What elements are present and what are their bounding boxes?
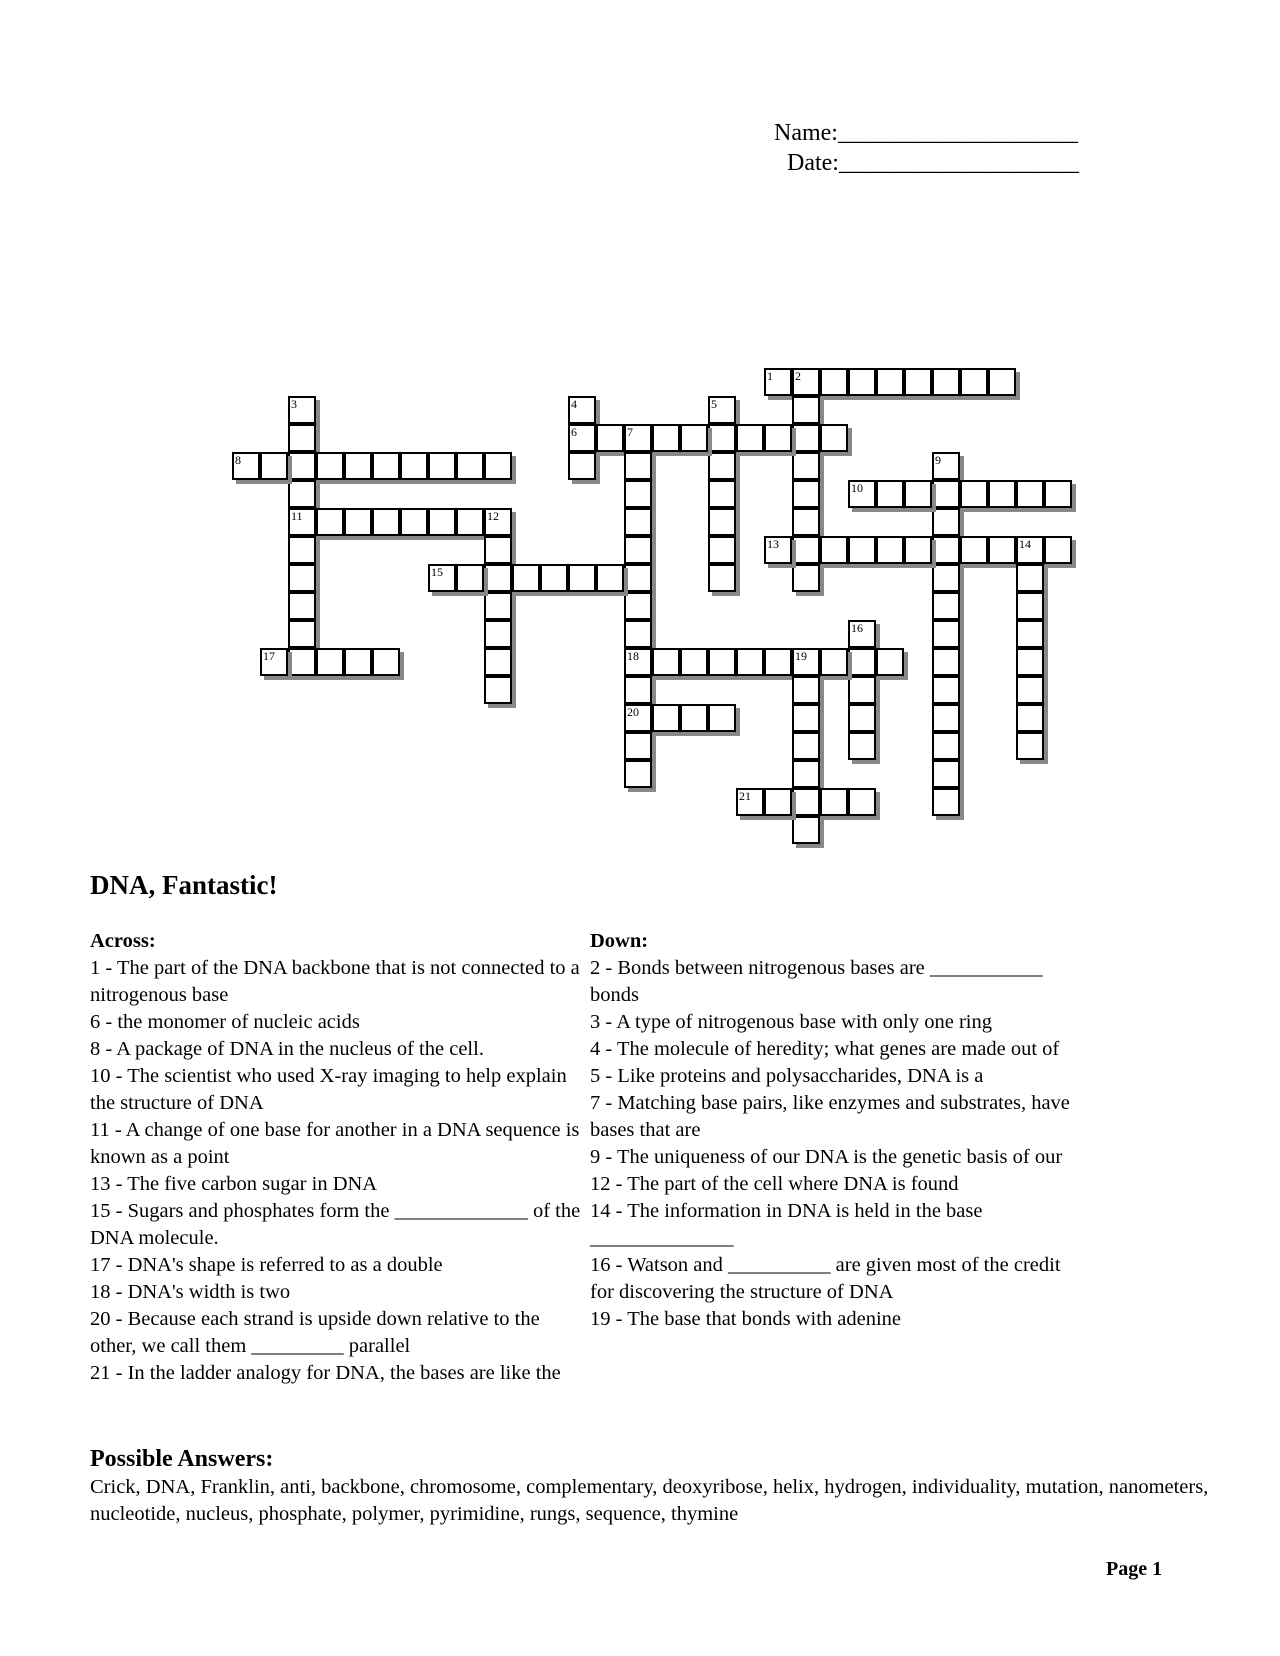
crossword-cell[interactable] [792, 480, 820, 508]
crossword-cell[interactable] [848, 480, 876, 508]
clue-number: 12 [487, 509, 499, 523]
clue-down: 14 - The information in DNA is held in the base ______________ [590, 1200, 983, 1249]
crossword-cell[interactable] [624, 704, 652, 732]
crossword-cell[interactable] [820, 536, 848, 564]
crossword-cell[interactable] [372, 508, 400, 536]
crossword-cell[interactable] [484, 536, 512, 564]
clue-down: 19 - The base that bonds with adenine [590, 1308, 902, 1330]
crossword-cell[interactable] [764, 788, 792, 816]
crossword-cell[interactable] [876, 480, 904, 508]
crossword-cell[interactable] [568, 564, 596, 592]
clue-across: 17 - DNA's shape is referred to as a double [90, 1254, 443, 1276]
crossword-cell[interactable] [624, 648, 652, 676]
clue-number: 5 [711, 397, 717, 411]
clue-across: 15 - Sugars and phosphates form the _____________ of the DNA molecule. [90, 1200, 581, 1249]
crossword-cell[interactable] [400, 452, 428, 480]
crossword-cell[interactable] [288, 592, 316, 620]
crossword-cell[interactable] [484, 620, 512, 648]
crossword-cell[interactable] [988, 536, 1016, 564]
clue-number: 4 [571, 397, 577, 411]
crossword-cell[interactable] [624, 508, 652, 536]
crossword-cell[interactable] [708, 452, 736, 480]
crossword-cell[interactable] [1016, 564, 1044, 592]
clue-down: 3 - A type of nitrogenous base with only one ring [590, 1011, 992, 1033]
crossword-cell[interactable] [540, 564, 568, 592]
crossword-cell[interactable] [568, 424, 596, 452]
crossword-cell[interactable] [960, 536, 988, 564]
crossword-cell[interactable] [960, 480, 988, 508]
crossword-cell[interactable] [568, 396, 596, 424]
crossword-cell[interactable] [288, 536, 316, 564]
crossword-cell[interactable] [680, 704, 708, 732]
crossword-cell[interactable] [792, 648, 820, 676]
crossword-cell[interactable] [932, 648, 960, 676]
crossword-cell[interactable] [1016, 480, 1044, 508]
crossword-cell[interactable] [1016, 704, 1044, 732]
clue-down: 2 - Bonds between nitrogenous bases are ___________ bonds [590, 957, 1043, 1006]
crossword-cell[interactable] [652, 704, 680, 732]
crossword-cell[interactable] [820, 368, 848, 396]
crossword-cell[interactable] [820, 424, 848, 452]
across-clues [90, 928, 582, 1387]
crossword-cell[interactable] [708, 480, 736, 508]
crossword-cell[interactable] [288, 508, 316, 536]
clue-number: 21 [739, 789, 751, 803]
page-number: Page 1 [1106, 1558, 1163, 1580]
name-date-block [774, 118, 1079, 178]
crossword-cell[interactable] [932, 620, 960, 648]
crossword-cell[interactable] [624, 732, 652, 760]
crossword-cell[interactable] [288, 564, 316, 592]
clue-across: 1 - The part of the DNA backbone that is not connected to a nitrogenous base [90, 957, 580, 1006]
crossword-cell[interactable] [932, 564, 960, 592]
crossword-cell[interactable] [624, 564, 652, 592]
crossword-cell[interactable] [792, 788, 820, 816]
crossword-cell[interactable] [792, 760, 820, 788]
crossword-cell[interactable] [820, 788, 848, 816]
clue-across: 18 - DNA's width is two [90, 1281, 291, 1303]
crossword-cell[interactable] [792, 396, 820, 424]
clue-number: 1 [767, 369, 773, 383]
crossword-cell[interactable] [932, 704, 960, 732]
name-field[interactable]: Name:____________________ [774, 120, 1078, 146]
crossword-cell[interactable] [848, 676, 876, 704]
crossword-cell[interactable] [1044, 536, 1072, 564]
crossword-cell[interactable] [932, 788, 960, 816]
crossword-cell[interactable] [484, 676, 512, 704]
crossword-cell[interactable] [1016, 676, 1044, 704]
crossword-cell[interactable] [568, 452, 596, 480]
clue-across: 10 - The scientist who used X-ray imaging to help explain the structure of DNA [90, 1065, 567, 1114]
crossword-cell[interactable] [932, 536, 960, 564]
clue-across: 20 - Because each strand is upside down relative to the other, we call them _________ parallel [90, 1308, 540, 1357]
crossword-cell[interactable] [764, 536, 792, 564]
date-field[interactable]: Date:____________________ [787, 150, 1079, 176]
crossword-cell[interactable] [680, 648, 708, 676]
crossword-cell[interactable] [820, 648, 848, 676]
clue-number: 11 [291, 509, 303, 523]
clue-down: 16 - Watson and __________ are given most of the credit for discovering the structure of DNA [590, 1254, 1061, 1303]
crossword-cell[interactable] [736, 424, 764, 452]
clue-number: 19 [795, 649, 807, 663]
crossword-cell[interactable] [344, 508, 372, 536]
clue-across: 21 - In the ladder analogy for DNA, the bases are like the [90, 1362, 561, 1384]
clue-down: 9 - The uniqueness of our DNA is the genetic basis of our [590, 1146, 1063, 1168]
crossword-cell[interactable] [624, 676, 652, 704]
crossword-cell[interactable] [484, 508, 512, 536]
clue-across: 8 - A package of DNA in the nucleus of the cell. [90, 1038, 484, 1060]
crossword-cell[interactable] [1044, 480, 1072, 508]
crossword-cell[interactable] [456, 564, 484, 592]
crossword-cell[interactable] [1016, 732, 1044, 760]
crossword-cell[interactable] [876, 536, 904, 564]
crossword-cell[interactable] [232, 452, 260, 480]
clue-across: 6 - the monomer of nucleic acids [90, 1011, 360, 1033]
clue-number: 17 [263, 649, 275, 663]
crossword-cell[interactable] [932, 732, 960, 760]
crossword-cell[interactable] [988, 480, 1016, 508]
crossword-cell[interactable] [792, 536, 820, 564]
crossword-cell[interactable] [484, 564, 512, 592]
crossword-cell[interactable] [792, 732, 820, 760]
crossword-cell[interactable] [624, 480, 652, 508]
possible-answers [90, 1444, 1210, 1528]
crossword-cell[interactable] [708, 536, 736, 564]
crossword-cell[interactable] [792, 704, 820, 732]
crossword-cell[interactable] [932, 760, 960, 788]
clue-number: 18 [627, 649, 639, 663]
crossword-cell[interactable] [792, 676, 820, 704]
crossword-cell[interactable] [848, 536, 876, 564]
crossword-cell[interactable] [1016, 592, 1044, 620]
possible-answers-list: Crick, DNA, Franklin, anti, backbone, chromosome, complementary, deoxyribose, helix, hydrogen, individuality, mutation, nanometers, nucleotide, nucleus, phosphate, polymer, pyrimidine, rungs, sequence, thymine [90, 1476, 1209, 1525]
crossword-cell[interactable] [764, 368, 792, 396]
clue-number: 3 [291, 397, 297, 411]
crossword-cell[interactable] [876, 368, 904, 396]
crossword-cell[interactable] [316, 648, 344, 676]
crossword-cell[interactable] [1016, 648, 1044, 676]
crossword-cell[interactable] [624, 536, 652, 564]
crossword-cell[interactable] [792, 816, 820, 844]
crossword-cell[interactable] [708, 396, 736, 424]
clue-number: 14 [1019, 537, 1031, 551]
crossword-cell[interactable] [932, 592, 960, 620]
across-heading: Across: [90, 930, 156, 952]
clue-number: 2 [795, 369, 801, 383]
crossword-cell[interactable] [848, 620, 876, 648]
crossword-cell[interactable] [848, 788, 876, 816]
crossword-cell[interactable] [708, 648, 736, 676]
crossword-cell[interactable] [624, 452, 652, 480]
crossword-cell[interactable] [316, 452, 344, 480]
crossword-cell[interactable] [932, 452, 960, 480]
crossword-cell[interactable] [680, 424, 708, 452]
clue-down: 12 - The part of the cell where DNA is found [590, 1173, 959, 1195]
crossword-cell[interactable] [652, 424, 680, 452]
crossword-cell[interactable] [708, 704, 736, 732]
crossword-cell[interactable] [624, 592, 652, 620]
crossword-cell[interactable] [792, 452, 820, 480]
puzzle-title: DNA, Fantastic! [90, 870, 278, 900]
crossword-cell[interactable] [848, 704, 876, 732]
crossword-cell[interactable] [792, 508, 820, 536]
crossword-cell[interactable] [484, 592, 512, 620]
crossword-cell[interactable] [708, 424, 736, 452]
crossword-cell[interactable] [484, 452, 512, 480]
down-clues [590, 928, 1080, 1333]
crossword-cell[interactable] [764, 424, 792, 452]
crossword-cell[interactable] [372, 452, 400, 480]
clue-down: 5 - Like proteins and polysaccharides, DNA is a [590, 1065, 984, 1087]
crossword-cell[interactable] [288, 480, 316, 508]
crossword-cell[interactable] [400, 508, 428, 536]
possible-answers-heading: Possible Answers: [90, 1446, 274, 1472]
crossword-cell[interactable] [904, 480, 932, 508]
clue-number: 9 [935, 453, 941, 467]
clue-number: 8 [235, 453, 241, 467]
clue-number: 15 [431, 565, 443, 579]
crossword-cell[interactable] [316, 508, 344, 536]
clue-number: 13 [767, 537, 779, 551]
crossword-cell[interactable] [484, 648, 512, 676]
crossword-cell[interactable] [792, 564, 820, 592]
crossword-cell[interactable] [288, 396, 316, 424]
crossword-cell[interactable] [288, 424, 316, 452]
crossword-cell[interactable] [596, 424, 624, 452]
crossword-cell[interactable] [904, 368, 932, 396]
crossword-cell[interactable] [708, 508, 736, 536]
crossword-cell[interactable] [344, 648, 372, 676]
crossword-cell[interactable] [288, 452, 316, 480]
crossword-cell[interactable] [932, 368, 960, 396]
crossword-cell[interactable] [624, 620, 652, 648]
crossword-cell[interactable] [456, 452, 484, 480]
crossword-cell[interactable] [596, 564, 624, 592]
crossword-cell[interactable] [652, 648, 680, 676]
crossword-cell[interactable] [792, 424, 820, 452]
clue-down: 7 - Matching base pairs, like enzymes and substrates, have bases that are [590, 1092, 1070, 1141]
crossword-cell[interactable] [904, 536, 932, 564]
crossword-cell[interactable] [848, 732, 876, 760]
crossword-cell[interactable] [1016, 536, 1044, 564]
crossword-cell[interactable] [288, 620, 316, 648]
crossword-cell[interactable] [372, 648, 400, 676]
crossword-cell[interactable] [932, 676, 960, 704]
clue-number: 7 [627, 425, 633, 439]
crossword-cell[interactable] [736, 648, 764, 676]
crossword-cell[interactable] [428, 564, 456, 592]
crossword-cell[interactable] [848, 368, 876, 396]
crossword-cell[interactable] [932, 480, 960, 508]
crossword-cell[interactable] [428, 452, 456, 480]
crossword-cell[interactable] [456, 508, 484, 536]
clue-number: 10 [851, 481, 863, 495]
down-heading: Down: [590, 930, 649, 952]
crossword-cell[interactable] [876, 648, 904, 676]
crossword-cell[interactable] [344, 452, 372, 480]
crossword-cell[interactable] [1016, 620, 1044, 648]
crossword-cell[interactable] [932, 508, 960, 536]
crossword-cell[interactable] [736, 788, 764, 816]
crossword-cell[interactable] [988, 368, 1016, 396]
crossword-cell[interactable] [512, 564, 540, 592]
clue-number: 16 [851, 621, 863, 635]
clue-number: 20 [627, 705, 639, 719]
crossword-cell[interactable] [792, 368, 820, 396]
crossword-cell[interactable] [624, 760, 652, 788]
crossword-cell[interactable] [624, 424, 652, 452]
crossword-cell[interactable] [960, 368, 988, 396]
clue-across: 11 - A change of one base for another in a DNA sequence is known as a point [90, 1119, 580, 1168]
crossword-cell[interactable] [764, 648, 792, 676]
crossword-cell[interactable] [260, 452, 288, 480]
crossword-cell[interactable] [288, 648, 316, 676]
crossword-cell[interactable] [260, 648, 288, 676]
crossword-cell[interactable] [848, 648, 876, 676]
clue-number: 6 [571, 425, 577, 439]
crossword-cell[interactable] [708, 564, 736, 592]
clue-across: 13 - The five carbon sugar in DNA [90, 1173, 378, 1195]
crossword-cell[interactable] [428, 508, 456, 536]
clue-down: 4 - The molecule of heredity; what genes are made out of [590, 1038, 1060, 1060]
